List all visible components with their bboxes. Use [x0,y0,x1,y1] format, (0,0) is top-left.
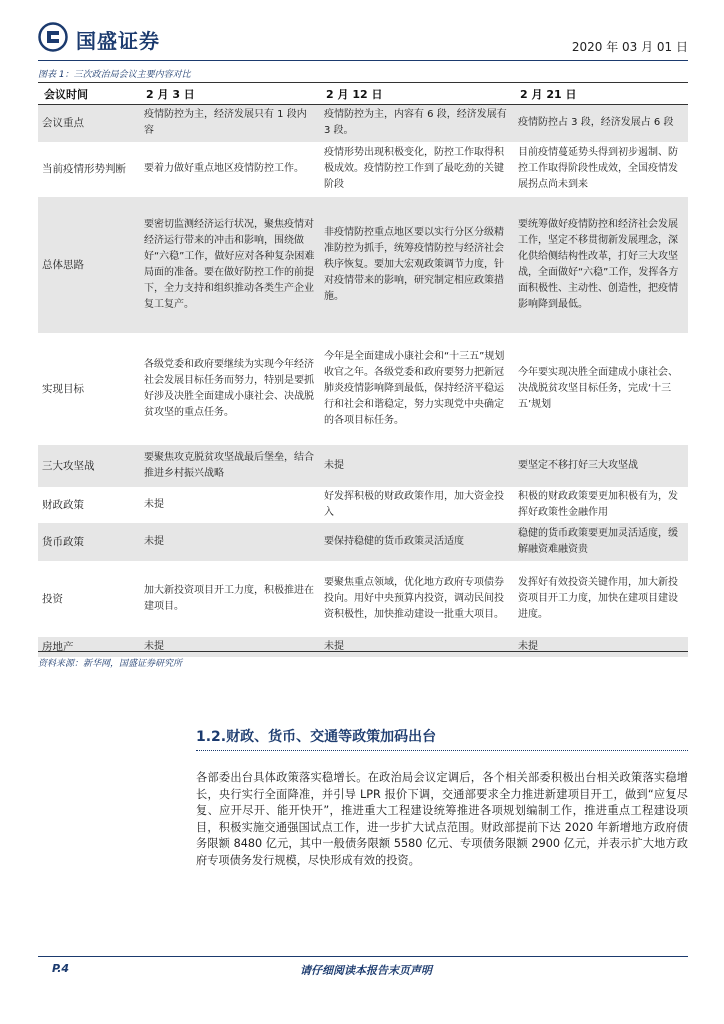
column-header: 会议时间 [38,84,140,105]
table-cell: 未提 [320,445,514,487]
brand-name: 国盛证券 [76,29,160,53]
table-caption: 图表 1：三次政治局会议主要内容对比 [38,70,191,80]
table-top-rule [38,82,688,83]
row-label: 财政政策 [42,498,84,511]
section-title: 1.2.财政、货币、交通等政策加码出台 [196,729,437,745]
row-label: 实现目标 [42,382,84,395]
table-cell: 要保持稳健的货币政策灵活适度 [320,523,514,561]
table-cell: 今年是全面建成小康社会和“十三五”规划收官之年。各级党委和政府要努力把新冠肺炎疫情影响降到最低，保持经济平稳运行和社会和谐稳定，努力实现党中央确定的各项目标任务。 [324,350,505,426]
table-cell: 各级党委和政府要继续为实现今年经济社会发展目标任务而努力，特别是要抓好涉及决胜全面建成小康社会、决战脱贫攻坚的重点任务。 [144,358,314,418]
table-row [38,142,688,197]
table-bottom-rule [38,651,688,652]
table-row [38,523,688,561]
table-cell: 未提 [144,498,164,510]
table-source: 资料来源：新华网，国盛证券研究所 [38,659,183,669]
table-cell: 疫情防控为主，经济发展只有 1 段内容 [140,105,320,142]
table-row [38,333,688,445]
report-date: 2020 年 03 月 01 日 [571,40,688,54]
row-label: 三大攻坚战 [38,445,140,487]
table-cell: 非疫情防控重点地区要以实行分区分级精准防控为抓手，统筹疫情防控与经济社会秩序恢复。要加大宏观政策调节力度，针对疫情带来的影响，研究制定相应政策措施。 [320,197,514,333]
table-cell: 要着力做好重点地区疫情防控工作。 [144,163,304,174]
section-paragraph: 各部委出台具体政策落实稳增长。在政治局会议定调后，各个相关部委积极出台相关政策落实稳增长，央行实行全面降准，并引导 LPR 报价下调，交通部要求全力推进新建项目开工，做到“应复尽复、应开尽开、能开快开”，推进重大工程建设统筹推进各项规划编制工作，推进重点工程建设项目，积极实施交通强国试点工作，进一步扩大试点范围。财政部提前下达 2020 年新增地方政府债务限额 8480 亿元，其中一般债务限额 5580 亿元、专项债务限额 2900 亿元，并表示扩大地方政府专项债务发行规模，尽快形成有效的投资。 [196,771,688,867]
section-divider [196,750,688,751]
table-cell: 目前疫情蔓延势头得到初步遏制、防控工作取得阶段性成效，全国疫情发展拐点尚未到来 [518,147,678,190]
page-number: P.4 [52,962,70,975]
footer-disclaimer: 请仔细阅读本报告末页声明 [300,964,432,977]
table-row [38,445,688,487]
table-cell: 发挥好有效投资关键作用，加大新投资项目开工力度，加快在建项目建设进度。 [518,576,678,620]
header-divider [38,60,688,61]
table-cell: 好发挥积极的财政政策作用，加大资金投入 [324,490,504,518]
table-row [38,197,688,333]
row-label: 货币政策 [38,523,140,561]
row-label: 投资 [42,592,63,605]
table-cell: 要坚定不移打好三大攻坚战 [514,445,688,487]
footer-divider [38,956,688,957]
table-cell: 未提 [320,637,514,657]
table-cell: 要聚焦重点领域，优化地方政府专项债券投向。用好中央预算内投资，调动民间投资积极性，加快推动建设一批重大项目。 [324,576,504,620]
table-cell: 加大新投资项目开工力度，积极推进在建项目。 [144,584,314,612]
table-header-row [38,84,688,105]
table-row [38,105,688,142]
row-label: 当前疫情形势判断 [42,163,126,175]
table-cell: 未提 [140,523,320,561]
table-cell: 今年要实现决胜全面建成小康社会、决战脱贫攻坚目标任务，完成‘十三五’规划 [518,366,678,410]
column-header: 2 月 12 日 [320,84,514,105]
table-cell: 要密切监测经济运行状况，聚焦疫情对经济运行带来的冲击和影响，围绕做好“六稳”工作，做好应对各种复杂困难局面的准备。要在做好防控工作的前提下，全力支持和组织推动各类生产企业复工复产。 [140,197,320,333]
row-label: 会议重点 [38,105,140,142]
table-cell: 未提 [140,637,320,657]
table-row [38,637,688,657]
table-cell: 稳健的货币政策要更加灵活适度，缓解融资难融资贵 [514,523,688,561]
table-cell: 要聚焦攻克脱贫攻坚战最后堡垒，结合推进乡村振兴战略 [140,445,320,487]
page-header [38,20,688,64]
table-cell: 疫情防控为主，内容有 6 段，经济发展有 3 段。 [320,105,514,142]
table-cell: 积极的财政政策要更加积极有为，发挥好政策性金融作用 [518,490,678,518]
table-cell: 疫情形势出现积极变化，防控工作取得积极成效。疫情防控工作到了最吃劲的关键阶段 [324,147,504,190]
column-header: 2 月 21 日 [514,84,688,105]
table-cell: 未提 [514,637,688,657]
table-cell: 疫情防控占 3 段，经济发展占 6 段 [514,105,688,142]
table-cell: 要统筹做好疫情防控和经济社会发展工作，坚定不移贯彻新发展理念，深化供给侧结构性改革，打好三大攻坚战，全面做好“六稳”工作，发挥各方面积极性、主动性、创造性，把疫情影响降到最低。 [514,197,688,333]
table-row [38,561,688,637]
column-header: 2 月 3 日 [140,84,320,105]
row-label: 房地产 [38,637,140,657]
company-logo-icon [38,22,68,52]
table-row [38,487,688,523]
row-label: 总体思路 [38,197,140,333]
meeting-comparison-table [38,84,688,657]
